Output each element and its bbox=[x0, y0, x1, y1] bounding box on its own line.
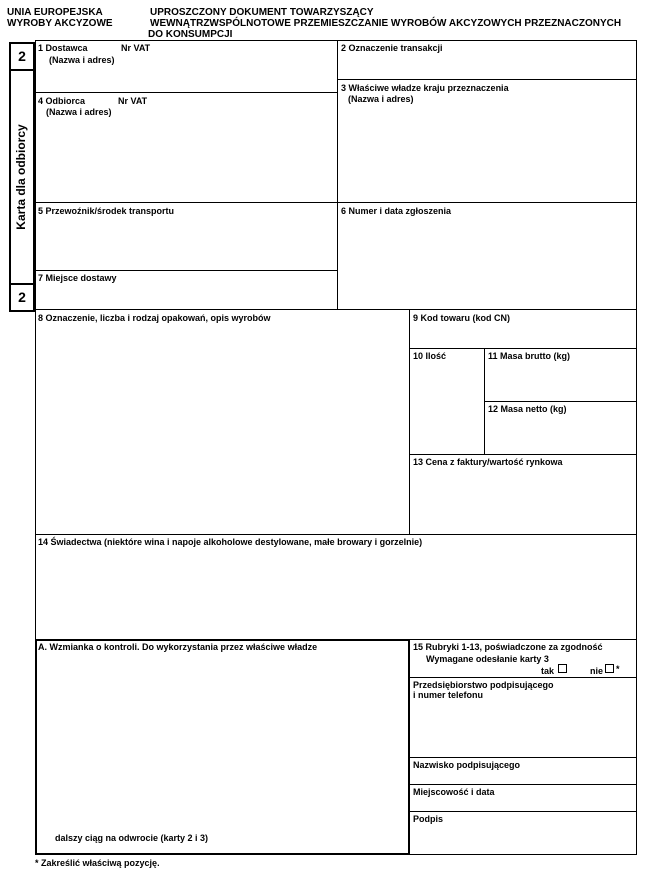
field-7-label: 7 Miejsce dostawy bbox=[38, 273, 117, 283]
place-date-label: Miejscowość i data bbox=[413, 787, 495, 797]
field-12-label: 12 Masa netto (kg) bbox=[488, 404, 567, 414]
field-1-vat: Nr VAT bbox=[121, 43, 151, 53]
field-4-sub: (Nazwa i adres) bbox=[46, 107, 112, 117]
field-2-label: 2 Oznaczenie transakcji bbox=[341, 43, 443, 53]
signer-name-label: Nazwisko podpisującego bbox=[413, 760, 521, 770]
copy-number-top: 2 bbox=[18, 48, 26, 64]
goods-section bbox=[35, 309, 637, 535]
field-15-sub: Wymagane odesłanie karty 3 bbox=[426, 654, 549, 664]
field-4-label: 4 Odbiorca bbox=[38, 96, 86, 106]
field-15-yes-label: tak bbox=[541, 666, 555, 676]
control-section bbox=[35, 639, 410, 855]
header-title-line3: DO KONSUMPCJI bbox=[148, 29, 233, 40]
field-1-label: 1 Dostawca bbox=[38, 43, 88, 53]
field-A-label: A. Wzmianka o kontroli. Do wykorzystania przez właściwe władze bbox=[38, 642, 318, 652]
field-5-label: 5 Przewoźnik/środek transportu bbox=[38, 206, 175, 216]
field-9-label: 9 Kod towaru (kod CN) bbox=[413, 313, 510, 323]
company-label: Przedsiębiorstwo podpisującego bbox=[413, 680, 554, 690]
field-11-label: 11 Masa brutto (kg) bbox=[488, 351, 571, 361]
field-14-label: 14 Świadectwa (niektóre wina i napoje alkoholowe destylowane, małe browary i gorzelnie) bbox=[38, 537, 423, 547]
field-4-vat: Nr VAT bbox=[118, 96, 148, 106]
header-excise: WYROBY AKCYZOWE bbox=[7, 18, 113, 29]
field-A-footer: dalszy ciąg na odwrocie (karty 2 i 3) bbox=[55, 833, 209, 843]
certificates-section bbox=[35, 534, 637, 640]
field-13-label: 13 Cena z faktury/wartość rynkowa bbox=[413, 457, 563, 467]
header-union: UNIA EUROPEJSKA bbox=[7, 7, 103, 18]
return-no-checkbox[interactable] bbox=[605, 664, 614, 673]
footnote: * Zakreślić właściwą pozycję. bbox=[35, 858, 160, 868]
field-15-label: 15 Rubryki 1-13, poświadczone za zgodność bbox=[413, 642, 603, 652]
header-title-line1: UPROSZCZONY DOKUMENT TOWARZYSZĄCY bbox=[150, 7, 374, 18]
field-10-label: 10 Ilość bbox=[413, 351, 447, 361]
company-label-2: i numer telefonu bbox=[413, 690, 484, 700]
field-6-label: 6 Numer i data zgłoszenia bbox=[341, 206, 452, 216]
field-3-label: 3 Właściwe władze kraju przeznaczenia bbox=[341, 83, 509, 93]
field-3-sub: (Nazwa i adres) bbox=[348, 94, 414, 104]
field-8-label: 8 Oznaczenie, liczba i rodzaj opakowań, opis wyrobów bbox=[38, 313, 271, 323]
copy-number-bottom: 2 bbox=[18, 289, 26, 305]
signature-label: Podpis bbox=[413, 814, 444, 824]
field-15-star: * bbox=[616, 664, 620, 674]
field-1-sub: (Nazwa i adres) bbox=[49, 55, 115, 65]
sidebar-label: Karta dla odbiorcy bbox=[14, 124, 28, 230]
header-title-line2: WEWNĄTRZWSPÓLNOTOWE PRZEMIESZCZANIE WYROBÓW AKCYZOWYCH PRZEZNACZONYCH bbox=[150, 18, 622, 29]
field-15-no-label: nie bbox=[590, 666, 604, 676]
return-yes-checkbox[interactable] bbox=[558, 664, 567, 673]
